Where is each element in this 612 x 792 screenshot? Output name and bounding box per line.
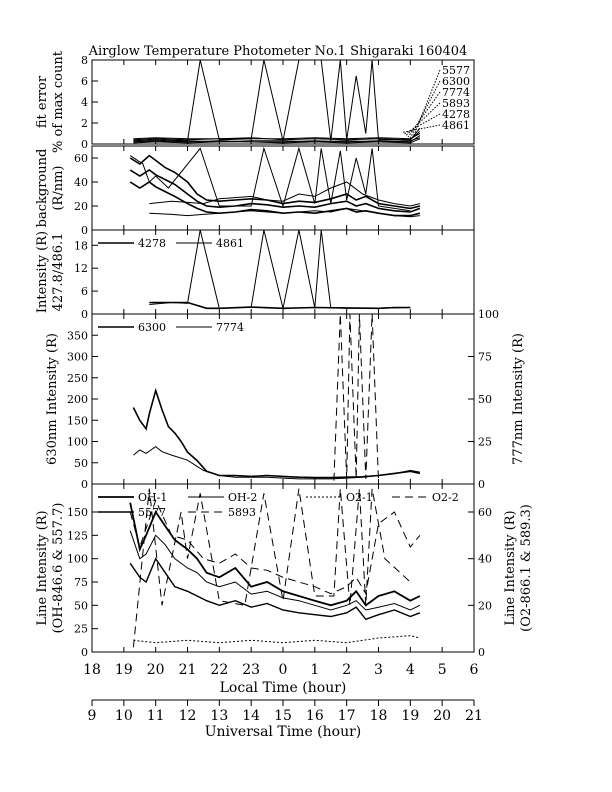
series-line-5577 bbox=[133, 60, 420, 141]
legend-label-5577: 5577 bbox=[442, 64, 470, 77]
y-axis-label-secondary: (R/nm) bbox=[51, 165, 66, 211]
x-ut-tick-label: 10 bbox=[114, 708, 133, 724]
panel-intensity-blue bbox=[35, 230, 474, 321]
x-local-tick-label: 6 bbox=[469, 662, 479, 678]
x-ut-tick-label: 15 bbox=[274, 708, 292, 724]
legend-label-4861: 4861 bbox=[442, 119, 470, 132]
y-tick-label: 25 bbox=[74, 622, 88, 636]
series-line-4861 bbox=[149, 230, 410, 308]
y-tick-label: 100 bbox=[67, 435, 88, 449]
x-ut-tick-label: 11 bbox=[146, 708, 165, 724]
series-line-5577 bbox=[130, 559, 420, 620]
legend-label-7774: 7774 bbox=[216, 321, 244, 334]
panel-red-green-line bbox=[45, 308, 526, 491]
legend-label-OH-1: OH-1 bbox=[138, 491, 168, 504]
x-local-axis-label: Local Time (hour) bbox=[219, 680, 347, 696]
y-tick-label: 20 bbox=[74, 200, 88, 213]
legend-label-O2-2: O2-2 bbox=[432, 491, 459, 504]
x-ut-tick-label: 18 bbox=[369, 708, 388, 724]
legend-label-4278: 4278 bbox=[442, 108, 470, 121]
y2-tick-label: 60 bbox=[478, 506, 492, 519]
x-axes-group bbox=[83, 662, 483, 740]
panels-group bbox=[35, 50, 534, 659]
y2-tick-label: 20 bbox=[478, 599, 492, 613]
x-ut-tick-label: 17 bbox=[337, 708, 356, 724]
panel-line-intensity bbox=[35, 484, 534, 659]
series-group bbox=[133, 60, 420, 143]
y-tick-label: 150 bbox=[67, 506, 88, 519]
x-local-tick-label: 22 bbox=[210, 662, 229, 678]
series-group bbox=[133, 314, 420, 481]
panel-frame bbox=[92, 146, 474, 230]
x-local-tick-label: 2 bbox=[342, 662, 352, 678]
series-line-5893 bbox=[133, 489, 410, 648]
y-tick-label: 150 bbox=[67, 414, 88, 428]
x-local-tick-label: 4 bbox=[405, 662, 415, 678]
x-ut-tick-label: 9 bbox=[87, 708, 97, 724]
y2-tick-label: 100 bbox=[478, 308, 499, 321]
legend-label-O2-1: O2-1 bbox=[346, 491, 373, 504]
y-tick-label: 0 bbox=[81, 646, 88, 659]
y-tick-label: 4 bbox=[81, 96, 88, 109]
x-ut-tick-label: 14 bbox=[242, 708, 261, 724]
y-tick-label: 300 bbox=[67, 350, 88, 364]
legend-label-4278: 4278 bbox=[138, 237, 166, 250]
y2-axis-label: 777nm Intensity (R) bbox=[511, 333, 526, 465]
y2-axis-label-secondary: (O2-866.1 & 589.3) bbox=[519, 504, 534, 632]
y-tick-label: 8 bbox=[81, 54, 88, 67]
legend-label-5893: 5893 bbox=[228, 506, 256, 519]
series-group bbox=[149, 230, 410, 308]
series-line-O2-2 bbox=[130, 500, 420, 593]
x-local-tick-label: 5 bbox=[437, 662, 447, 678]
y2-tick-label: 50 bbox=[478, 393, 492, 406]
series-group bbox=[130, 489, 420, 648]
y-tick-label: 50 bbox=[74, 456, 88, 470]
x-local-tick-label: 0 bbox=[278, 662, 288, 678]
legend-label-4861: 4861 bbox=[216, 237, 244, 250]
y-axis-label: background bbox=[35, 148, 50, 228]
x-local-tick-label: 18 bbox=[83, 662, 101, 678]
y-axis-label: Intensity (R) bbox=[35, 230, 50, 314]
legend-label-5577: 5577 bbox=[138, 506, 166, 519]
series-line-4278 bbox=[149, 303, 410, 309]
legend-leader bbox=[410, 81, 440, 139]
x-local-tick-label: 21 bbox=[178, 662, 197, 678]
y-tick-label: 40 bbox=[74, 176, 88, 189]
series-line-dashed-spikes bbox=[334, 314, 379, 481]
y2-tick-label: 75 bbox=[478, 350, 492, 364]
x-ut-tick-label: 19 bbox=[401, 708, 420, 724]
chart-title: Airglow Temperature Photometer No.1 Shigaraki 160404 bbox=[88, 44, 468, 59]
y-axis-label-secondary: % of max count bbox=[51, 51, 66, 153]
y-tick-label: 75 bbox=[74, 576, 88, 589]
legend-label-6300: 6300 bbox=[442, 75, 470, 88]
panel-fit-error bbox=[35, 50, 474, 153]
x-ut-axis-label: Universal Time (hour) bbox=[204, 724, 362, 740]
y-tick-label: 6 bbox=[81, 75, 88, 88]
x-local-tick-label: 20 bbox=[146, 662, 165, 678]
x-ut-tick-label: 12 bbox=[178, 708, 197, 724]
x-local-tick-label: 23 bbox=[242, 662, 261, 678]
y-tick-label: 250 bbox=[67, 371, 88, 385]
y-tick-label: 125 bbox=[67, 529, 88, 543]
x-ut-tick-label: 20 bbox=[433, 708, 452, 724]
x-ut-tick-label: 21 bbox=[465, 708, 483, 724]
y-tick-label: 18 bbox=[74, 239, 88, 253]
panel-frame bbox=[92, 314, 474, 484]
legend-label-6300: 6300 bbox=[138, 321, 166, 334]
y-tick-label: 0 bbox=[81, 224, 88, 237]
y-tick-label: 100 bbox=[67, 552, 88, 566]
y2-tick-label: 40 bbox=[478, 552, 492, 566]
y2-tick-label: 0 bbox=[478, 478, 485, 491]
y-axis-label: Line Intensity (R) bbox=[35, 510, 50, 626]
y-axis-label: 630nm Intensity (R) bbox=[45, 333, 60, 465]
x-local-tick-label: 3 bbox=[374, 662, 383, 678]
x-ut-tick-label: 13 bbox=[210, 708, 229, 724]
y-axis-label-secondary: 427.8/486.1 bbox=[51, 232, 66, 312]
y-axis-label: fit error bbox=[35, 75, 50, 129]
y-tick-label: 6 bbox=[81, 285, 88, 299]
y2-tick-label: 0 bbox=[478, 646, 485, 659]
series-group bbox=[130, 148, 420, 216]
y2-tick-label: 25 bbox=[478, 435, 492, 449]
y-tick-label: 0 bbox=[81, 478, 88, 491]
y-tick-label: 50 bbox=[74, 599, 88, 613]
legend-label-5893: 5893 bbox=[442, 97, 470, 110]
y2-axis-label: Line Intensity (R) bbox=[503, 510, 518, 626]
y-tick-label: 350 bbox=[67, 329, 88, 343]
y-axis-label-secondary: (OH-846.6 & 557.7) bbox=[51, 502, 66, 634]
legend-label-OH-2: OH-2 bbox=[228, 491, 258, 504]
y-tick-label: 200 bbox=[67, 393, 88, 406]
y-tick-label: 0 bbox=[81, 308, 88, 321]
y-tick-label: 60 bbox=[74, 152, 88, 165]
y-tick-label: 2 bbox=[81, 117, 88, 130]
legend-label-7774: 7774 bbox=[442, 86, 470, 99]
y-tick-label: 12 bbox=[74, 262, 88, 276]
y-tick-label: 0 bbox=[81, 138, 88, 151]
panel-background bbox=[35, 146, 474, 237]
series-line-O2-1 bbox=[133, 636, 420, 643]
series-line-7774 bbox=[133, 134, 420, 139]
x-local-tick-label: 1 bbox=[310, 662, 320, 678]
x-ut-tick-label: 16 bbox=[305, 708, 324, 724]
x-local-tick-label: 19 bbox=[114, 662, 133, 678]
